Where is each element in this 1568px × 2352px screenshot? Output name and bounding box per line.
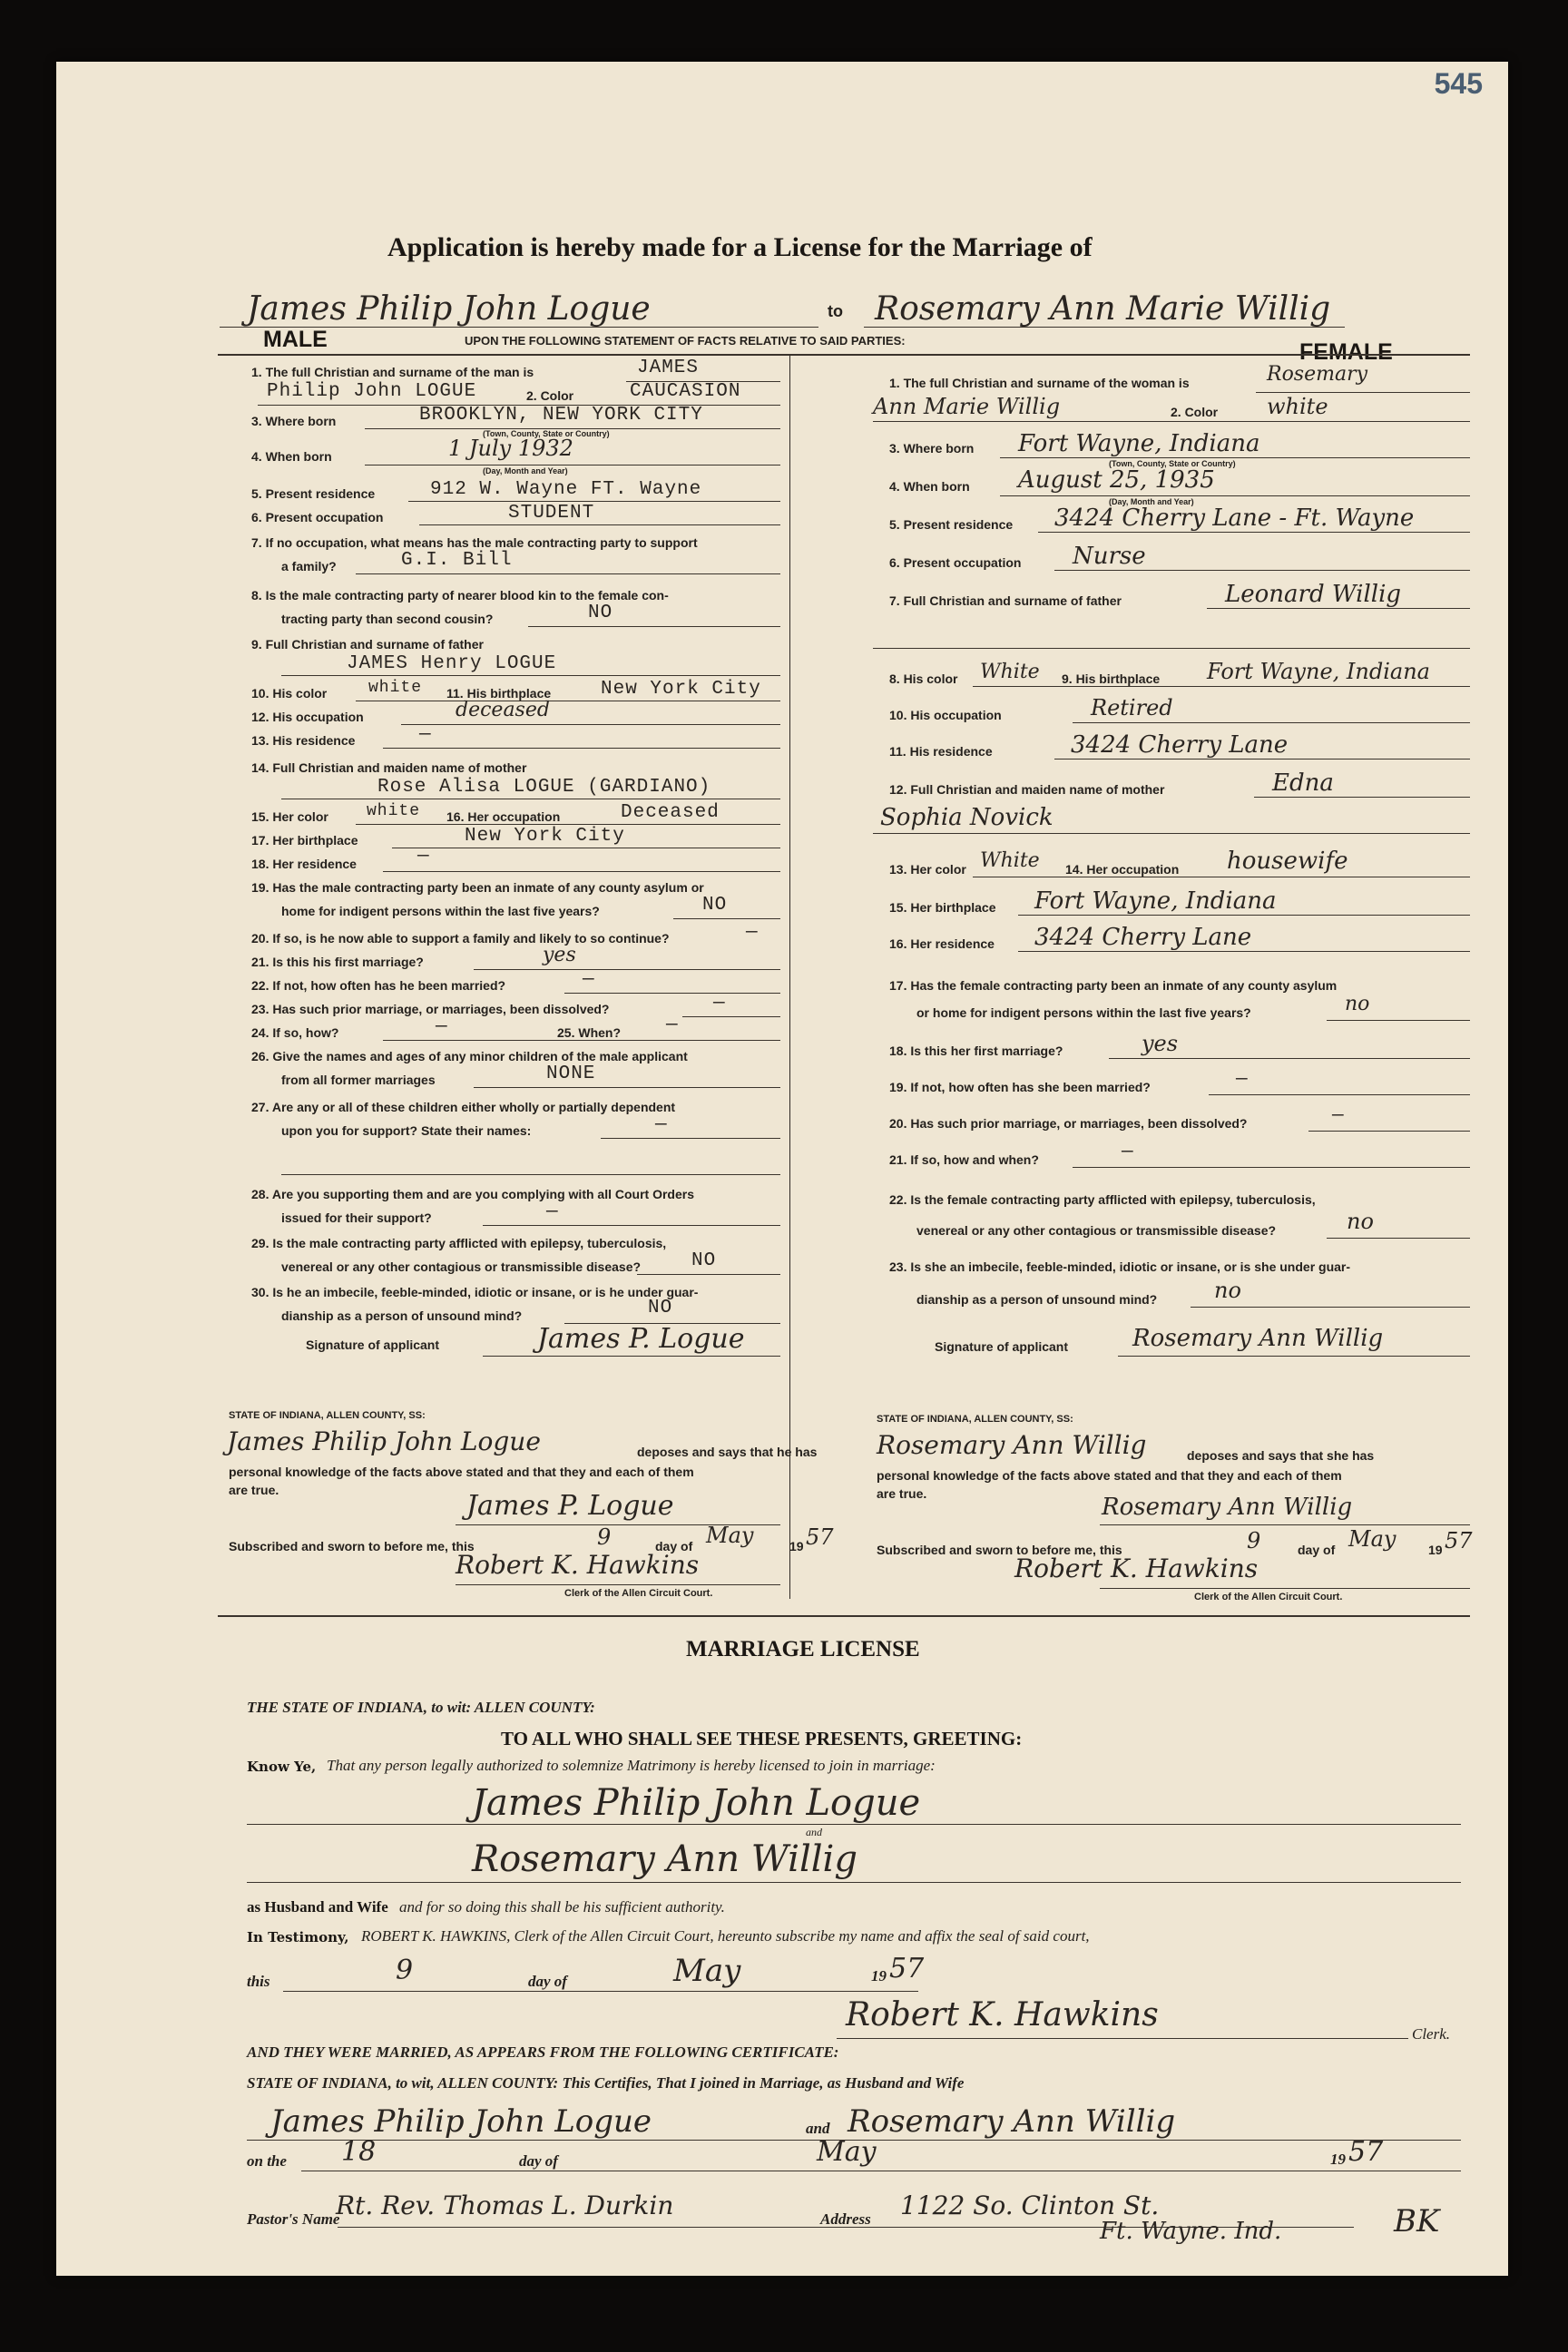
male-q30-label: 30. Is he an imbecile, feeble-minded, idiotic or insane, or is he under guar- [251,1285,699,1299]
female-oath-day: 9 [1247,1528,1261,1553]
license-testimony-text: ROBERT K. HAWKINS, Clerk of the Allen Circuit Court, hereunto subscribe my name and affix the seal of said court, [361,1927,1090,1945]
female-q13-value: White [980,849,1040,872]
divider [218,354,1470,356]
male-oath-text1: deposes and says that he has [637,1445,818,1459]
female-q22-label: 22. Is the female contracting party afflicted with epilepsy, tuberculosis, [889,1192,1316,1207]
male-q13-value: — [419,724,432,745]
certificate-text: STATE OF INDIANA, to wit, ALLEN COUNTY: This Certifies, That I joined in Marriage, as Husband and Wife [247,2074,965,2092]
rule [1018,951,1470,952]
male-q19-label-cont: home for indigent persons within the last five years? [281,904,600,918]
male-q19-label: 19. Has the male contracting party been an inmate of any county asylum or [251,880,704,895]
rule [973,686,1470,687]
male-oath-clerk-label: Clerk of the Allen Circuit Court. [564,1588,713,1599]
female-q10-value: Retired [1091,695,1173,720]
license-hw-text: and for so doing this shall be his sufficient authority. [399,1898,725,1916]
female-q19-label: 19. If not, how often has she been married? [889,1080,1151,1094]
female-q12-value-cont: Sophia Novick [880,804,1054,831]
male-q26-value: NONE [546,1063,596,1084]
male-q2-label: 2. Color [526,388,574,403]
female-oath-month: May [1348,1526,1396,1552]
male-q7-label: 7. If no occupation, what means has the male contracting party to support [251,535,698,550]
male-q29-label: 29. Is the male contracting party afflicted with epilepsy, tuberculosis, [251,1236,667,1250]
male-q6-label: 6. Present occupation [251,510,384,524]
male-q20-label: 20. If so, is he now able to support a family and likely to so continue? [251,931,670,946]
male-q24-value: — [436,1016,448,1037]
male-q16-value: Deceased [621,802,720,823]
male-signature: James P. Logue [537,1323,745,1355]
male-oath-day: 9 [597,1524,612,1550]
rule [1256,392,1470,393]
female-oath-year: 57 [1445,1528,1473,1553]
female-q11-label: 11. His residence [889,744,993,759]
rule [873,421,1470,422]
male-oath-month: May [706,1523,754,1548]
application-title: Application is hereby made for a License for the Marriage of [387,232,1093,262]
male-q12-label: 12. His occupation [251,710,364,724]
female-q23-label-cont: dianship as a person of unsound mind? [916,1292,1158,1307]
male-q1-value-cont: Philip John LOGUE [267,381,477,402]
female-q16-value: 3424 Cherry Lane [1034,924,1252,951]
certificate-day-of: day of [519,2152,558,2170]
license-year: 57 [889,1953,925,1984]
male-q3-label: 3. Where born [251,414,337,428]
female-q22-label-cont: venereal or any other contagious or transmissible disease? [916,1223,1277,1238]
female-q9-value: Fort Wayne, Indiana [1207,659,1430,684]
female-q15-value: Fort Wayne, Indiana [1034,887,1277,915]
male-q3-value: BROOKLYN, NEW YORK CITY [419,405,703,426]
certificate-address: 1122 So. Clinton St. [900,2190,1160,2220]
rule [1327,1020,1470,1021]
male-q14-value: Rose Alisa LOGUE (GARDIANO) [377,777,711,798]
female-q12-label: 12. Full Christian and maiden name of mother [889,782,1165,797]
female-q18-value: yes [1142,1031,1179,1056]
rule [528,626,780,627]
female-q3-value: Fort Wayne, Indiana [1018,430,1260,457]
rule [283,1991,918,1992]
male-q6-value: STUDENT [508,503,595,524]
male-oath-name: James Philip John Logue [227,1426,541,1456]
female-q11-value: 3424 Cherry Lane [1071,731,1289,759]
rule [1209,1094,1470,1095]
female-q6-label: 6. Present occupation [889,555,1022,570]
male-q27-value: — [655,1114,668,1135]
female-oath-state: STATE OF INDIANA, ALLEN COUNTY, SS: [877,1414,1073,1425]
male-q21-label: 21. Is this his first marriage? [251,955,424,969]
bride-name-header: Rosemary Ann Marie Willig [875,290,1331,328]
male-q1-label: 1. The full Christian and surname of the man is [251,365,534,379]
male-q5-label: 5. Present residence [251,486,376,501]
rule [419,524,780,525]
female-q3-label: 3. Where born [889,441,975,456]
statement-text: UPON THE FOLLOWING STATEMENT OF FACTS RELATIVE TO SAID PARTIES: [465,334,906,348]
male-oath-clerk-signature: Robert K. Hawkins [456,1550,700,1580]
rule [1038,532,1470,533]
male-q4-label: 4. When born [251,449,332,464]
license-and: and [806,1826,822,1838]
male-q5-value: 912 W. Wayne FT. Wayne [430,479,702,500]
female-oath-day-of: day of [1298,1543,1336,1557]
rule [837,2038,1408,2039]
male-q29-value: NO [691,1250,717,1271]
female-q5-label: 5. Present residence [889,517,1014,532]
license-clerk-signature: Robert K. Hawkins [846,1996,1159,2034]
groom-name-header: James Philip John Logue [247,290,651,328]
to-label: to [828,302,843,320]
rule [637,1274,780,1275]
rule [873,833,1470,834]
male-heading: MALE [263,327,328,352]
rule [873,648,1470,649]
female-q5-value: 3424 Cherry Lane - Ft. Wayne [1054,505,1415,532]
rule [682,1016,780,1017]
male-q25-value: — [666,1014,679,1035]
female-q4-value: August 25, 1935 [1018,466,1215,494]
rule [864,327,1345,328]
female-q15-label: 15. Her birthplace [889,900,996,915]
male-q16-label: 16. Her occupation [446,809,561,824]
certificate-and: and [806,2120,830,2137]
rule [247,1882,1461,1883]
male-oath-year-prefix: 19 [789,1539,804,1553]
rule [1207,608,1470,609]
male-q24-label: 24. If so, how? [251,1025,339,1040]
male-q10-label: 10. His color [251,686,328,701]
certificate-on-the: on the [247,2152,287,2170]
female-oath-text1: deposes and says that she has [1187,1448,1375,1463]
male-q11-value: New York City [601,679,761,700]
male-q30-label-cont: dianship as a person of unsound mind? [281,1308,523,1323]
male-oath-subscribed: Subscribed and sworn to before me, this [229,1539,475,1553]
license-husband-wife: as Husband and Wife [247,1898,388,1916]
male-q15-label: 15. Her color [251,809,328,824]
female-q14-label: 14. Her occupation [1065,862,1180,877]
female-q13-label: 13. Her color [889,862,966,877]
rule [401,724,780,725]
rule [1054,759,1470,760]
male-q7-value: G.I. Bill [401,550,513,571]
male-q28-label-cont: issued for their support? [281,1210,432,1225]
male-oath-year: 57 [806,1524,834,1550]
certificate-intro: AND THEY WERE MARRIED, AS APPEARS FROM THE FOLLOWING CERTIFICATE: [247,2043,839,2061]
column-divider [789,356,790,1599]
male-q25-label: 25. When? [557,1025,622,1040]
female-oath-year-prefix: 19 [1428,1543,1443,1557]
female-oath-name: Rosemary Ann Willig [877,1430,1147,1460]
male-q19-value: NO [702,895,728,916]
rule [356,573,780,574]
female-q20-label: 20. Has such prior marriage, or marriages, been dissolved? [889,1116,1248,1131]
female-q22-value: no [1347,1209,1374,1234]
male-q18-label: 18. Her residence [251,857,357,871]
license-know-ye: Know Ye, [247,1759,317,1775]
rule [673,918,780,919]
license-month: May [673,1953,741,1989]
rule [281,675,780,676]
page-number: 545 [1434,67,1483,100]
female-q8-label: 8. His color [889,671,958,686]
male-q23-label: 23. Has such prior marriage, or marriages, been dissolved? [251,1002,610,1016]
license-title: MARRIAGE LICENSE [686,1637,920,1661]
female-q16-label: 16. Her residence [889,936,995,951]
rule [1118,1356,1470,1357]
divider [218,1615,1470,1617]
rule [356,824,780,825]
female-q10-label: 10. His occupation [889,708,1002,722]
license-year-prefix: 19 [871,1967,887,1984]
male-q14-label: 14. Full Christian and maiden name of mother [251,760,527,775]
license-this: this [247,1973,270,1990]
male-q8-label: 8. Is the male contracting party of nearer blood kin to the female con- [251,588,669,603]
male-q9-label: 9. Full Christian and surname of father [251,637,484,652]
female-q7-value: Leonard Willig [1225,581,1402,608]
male-q4-value: 1 July 1932 [448,436,573,461]
certificate-address-label: Address [820,2210,871,2228]
male-q15-value: white [367,802,421,820]
female-q7-label: 7. Full Christian and surname of father [889,593,1122,608]
male-q26-label: 26. Give the names and ages of any minor children of the male applicant [251,1049,688,1063]
female-oath-clerk-label: Clerk of the Allen Circuit Court. [1194,1592,1343,1602]
male-q21-value: yes [543,944,576,966]
male-q1-value: JAMES [637,358,700,378]
female-q12-value: Edna [1272,769,1334,797]
female-q1-value: Rosemary [1267,363,1368,386]
female-q4-sub: (Day, Month and Year) [1109,497,1194,506]
female-q21-value: — [1122,1142,1134,1162]
certificate-bride: Rosemary Ann Willig [848,2103,1176,2140]
male-q18-value: — [417,846,430,867]
female-q9-label: 9. His birthplace [1062,671,1161,686]
male-q30-value: NO [648,1298,673,1318]
female-q1-value-cont: Ann Marie Willig [873,394,1061,419]
male-q2-value: CAUCASION [630,381,741,402]
male-q12-value: deceased [456,699,550,721]
rule [247,1824,1461,1825]
male-q3-sub: (Town, County, State or Country) [483,429,610,438]
male-q27-label-cont: upon you for support? State their names: [281,1123,532,1138]
male-q23-value: — [713,993,726,1014]
female-q3-sub: (Town, County, State or Country) [1109,459,1236,468]
male-oath-state: STATE OF INDIANA, ALLEN COUNTY, SS: [229,1410,426,1421]
license-testimony: In Testimony, [247,1929,349,1945]
rule [408,501,780,502]
rule [365,465,780,466]
license-bride: Rosemary Ann Willig [472,1838,858,1880]
rule [483,1356,780,1357]
female-q19-value: — [1236,1069,1249,1090]
female-heading: FEMALE [1299,339,1393,365]
rule [1000,495,1470,496]
rule [1000,457,1470,458]
license-know-text: That any person legally authorized to solemnize Matrimony is hereby licensed to join in marriage: [327,1757,936,1774]
certificate-year-prefix: 19 [1330,2151,1346,2168]
rule [456,1584,780,1585]
male-q13-label: 13. His residence [251,733,356,748]
male-q8-value: NO [588,603,613,623]
license-day: 9 [396,1955,414,1986]
female-oath-signature: Rosemary Ann Willig [1102,1494,1353,1521]
rule [383,1040,780,1041]
male-q8-label-cont: tracting party than second cousin? [281,612,494,626]
male-q28-label: 28. Are you supporting them and are you complying with all Court Orders [251,1187,694,1201]
female-q4-label: 4. When born [889,479,970,494]
rule [1254,797,1470,798]
female-signature: Rosemary Ann Willig [1132,1325,1384,1352]
male-q26-label-cont: from all former marriages [281,1073,436,1087]
certificate-month: May [817,2136,877,2168]
rule [383,871,780,872]
rule [474,1087,780,1088]
rule [1073,1167,1470,1168]
female-q17-value: no [1345,993,1370,1015]
certificate-pastor-label: Pastor's Name [247,2210,340,2228]
male-q9-value: JAMES Henry LOGUE [347,653,557,674]
female-q23-value: no [1214,1278,1241,1303]
license-groom: James Philip John Logue [472,1782,921,1824]
female-q17-label-cont: or home for indigent persons within the last five years? [916,1005,1251,1020]
rule [383,748,780,749]
rule [601,1138,780,1139]
male-q20-value: — [746,922,759,943]
rule [1018,915,1470,916]
male-q10-value: white [368,679,423,697]
male-q17-value: New York City [465,826,625,847]
female-signature-label: Signature of applicant [935,1339,1069,1354]
certificate-address-cont: Ft. Wayne. Ind. [1100,2218,1282,2245]
record-page [56,62,1508,2276]
rule [474,969,780,970]
rule [1054,570,1470,571]
license-greeting: TO ALL WHO SHALL SEE THESE PRESENTS, GREETING: [501,1728,1023,1749]
license-day-of: day of [528,1973,567,1990]
male-q7-label-cont: a family? [281,559,337,573]
male-oath-signature: James P. Logue [466,1490,674,1522]
male-q17-label: 17. Her birthplace [251,833,358,848]
rule [1100,1524,1470,1525]
male-oath-text3: are true. [229,1483,279,1497]
rule [1327,1238,1470,1239]
female-oath-subscribed: Subscribed and sworn to before me, this [877,1543,1122,1557]
certificate-groom: James Philip John Logue [270,2103,652,2140]
female-oath-text3: are true. [877,1486,927,1501]
female-q18-label: 18. Is this her first marriage? [889,1044,1063,1058]
male-q11-label: 11. His birthplace [446,686,552,701]
female-q14-value: housewife [1227,848,1348,875]
female-q2-value: white [1267,394,1328,419]
rule [1191,1307,1470,1308]
male-q22-value: — [583,969,595,990]
license-state: THE STATE OF INDIANA, to wit: ALLEN COUNTY: [247,1699,595,1716]
certificate-day: 18 [341,2136,377,2168]
male-signature-label: Signature of applicant [306,1338,440,1352]
male-q4-sub: (Day, Month and Year) [483,466,568,475]
female-q1-label: 1. The full Christian and surname of the woman is [889,376,1190,390]
male-q22-label: 22. If not, how often has he been married? [251,978,506,993]
female-q6-value: Nurse [1073,543,1146,570]
female-q23-label: 23. Is she an imbecile, feeble-minded, idiotic or insane, or is she under guar- [889,1259,1351,1274]
rule [1109,1058,1470,1059]
rule [1308,1131,1470,1132]
rule [1100,1588,1470,1589]
male-q27-label: 27. Are any or all of these children either wholly or partially dependent [251,1100,676,1114]
female-oath-clerk-signature: Robert K. Hawkins [1014,1553,1259,1583]
clerk-initials: BK [1394,2203,1440,2239]
male-q29-label-cont: venereal or any other contagious or transmissible disease? [281,1259,642,1274]
female-q8-value: White [980,661,1040,683]
rule [281,1174,780,1175]
male-oath-day-of: day of [655,1539,693,1553]
female-q20-value: — [1332,1105,1345,1126]
male-oath-text2: personal knowledge of the facts above stated and that they and each of them [229,1465,694,1479]
rule [483,1225,780,1226]
female-q17-label: 17. Has the female contracting party been an inmate of any county asylum [889,978,1338,993]
female-oath-text2: personal knowledge of the facts above stated and that they and each of them [877,1468,1342,1483]
license-clerk-label: Clerk. [1412,2025,1451,2043]
male-q28-value: — [546,1201,559,1222]
certificate-pastor: Rt. Rev. Thomas L. Durkin [336,2190,674,2220]
female-q2-label: 2. Color [1171,405,1219,419]
female-q21-label: 21. If so, how and when? [889,1152,1039,1167]
rule [1073,722,1470,723]
rule [564,993,780,994]
certificate-year: 57 [1348,2136,1384,2168]
